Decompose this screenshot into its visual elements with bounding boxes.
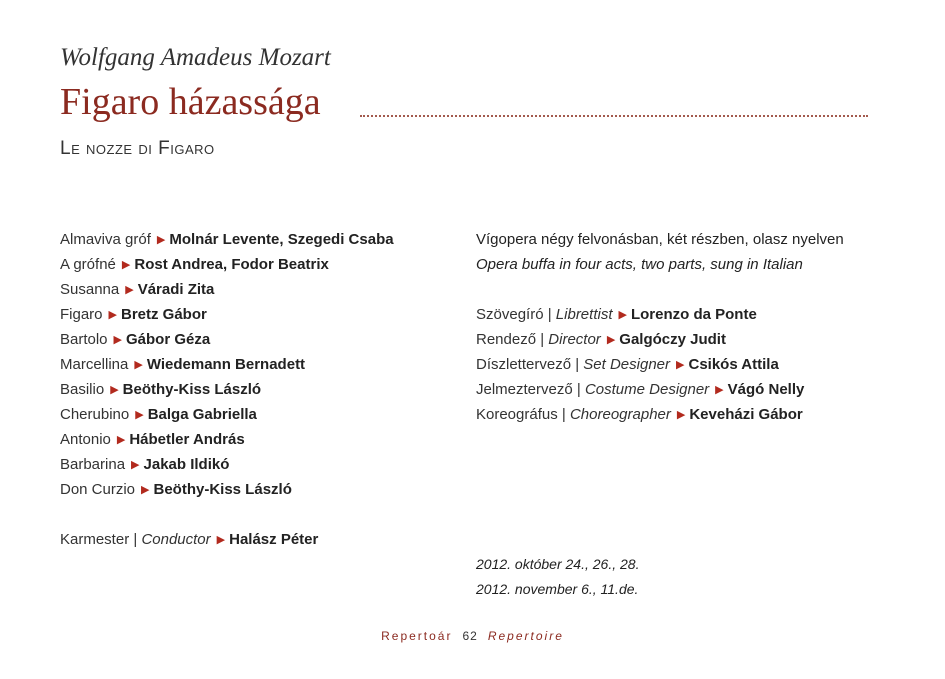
description-hu: Vígopera négy felvonásban, két részben, olasz nyelven bbox=[476, 231, 844, 248]
cast-role: Barbarina bbox=[60, 456, 126, 473]
crew-name: Keveházi Gábor bbox=[689, 406, 803, 423]
separator: | bbox=[561, 406, 566, 423]
crew-role-en: Director bbox=[548, 331, 601, 348]
arrow-icon: ▶ bbox=[134, 359, 143, 371]
crew-row bbox=[476, 327, 844, 352]
cast-role: Don Curzio bbox=[60, 481, 136, 498]
arrow-icon: ▶ bbox=[121, 259, 131, 271]
separator: | bbox=[133, 531, 138, 548]
cast-name: Váradi Zita bbox=[137, 281, 215, 298]
separator: | bbox=[575, 356, 580, 373]
composer-name: Wolfgang Amadeus Mozart bbox=[60, 44, 331, 71]
footer-left: Repertoár bbox=[381, 629, 453, 643]
arrow-icon: ▶ bbox=[618, 309, 627, 321]
arrow-icon: ▶ bbox=[216, 534, 226, 546]
crew-role-en: Set Designer bbox=[583, 356, 671, 373]
crew-role-hu: Koreográfus bbox=[476, 406, 558, 423]
arrow-icon: ▶ bbox=[131, 459, 140, 471]
cast-row bbox=[60, 302, 394, 327]
footer-right: Repertoire bbox=[487, 629, 564, 643]
arrow-icon: ▶ bbox=[135, 409, 144, 421]
arrow-icon: ▶ bbox=[110, 384, 119, 396]
cast-role: A grófné bbox=[60, 256, 116, 273]
cast-row bbox=[60, 277, 394, 302]
cast-row bbox=[60, 402, 394, 427]
separator: | bbox=[540, 331, 545, 348]
cast-column bbox=[60, 227, 394, 552]
cast-name: Bretz Gábor bbox=[121, 306, 207, 323]
cast-name: Wiedemann Bernadett bbox=[146, 356, 306, 373]
crew-name: Lorenzo da Ponte bbox=[630, 306, 757, 323]
subtitle: Le nozze di Figaro bbox=[60, 138, 215, 159]
crew-role-en: Costume Designer bbox=[584, 381, 710, 398]
crew-role-hu: Szövegíró bbox=[476, 306, 544, 323]
conductor-row bbox=[60, 527, 394, 552]
crew-role-en: Librettist bbox=[555, 306, 613, 323]
cast-role: Almaviva gróf bbox=[60, 231, 151, 248]
cast-row bbox=[60, 352, 394, 377]
cast-row bbox=[60, 427, 394, 452]
cast-role: Susanna bbox=[60, 281, 120, 298]
arrow-icon: ▶ bbox=[676, 409, 686, 421]
crew-name: Vágó Nelly bbox=[727, 381, 805, 398]
cast-role: Cherubino bbox=[60, 406, 130, 423]
separator: | bbox=[576, 381, 581, 398]
cast-row bbox=[60, 452, 394, 477]
cast-role: Figaro bbox=[60, 306, 103, 323]
cast-name: Rost Andrea, Fodor Beatrix bbox=[134, 256, 329, 273]
crew-row bbox=[476, 377, 844, 402]
crew-role-hu: Jelmeztervező bbox=[476, 381, 573, 398]
crew-row bbox=[476, 402, 844, 427]
description-en: Opera buffa in four acts, two parts, sung in Italian bbox=[476, 256, 803, 273]
performance-date: 2012. október 24., 26., 28. bbox=[476, 556, 640, 572]
cast-row bbox=[60, 477, 394, 502]
arrow-icon: ▶ bbox=[715, 384, 724, 396]
conductor-role-hu: Karmester bbox=[60, 531, 130, 548]
arrow-icon: ▶ bbox=[141, 484, 150, 496]
cast-row bbox=[60, 252, 394, 277]
cast-name: Jakab Ildikó bbox=[143, 456, 230, 473]
page-footer bbox=[0, 629, 945, 643]
cast-role: Bartolo bbox=[60, 331, 108, 348]
arrow-icon: ▶ bbox=[676, 359, 685, 371]
cast-role: Marcellina bbox=[60, 356, 129, 373]
crew-row bbox=[476, 352, 844, 377]
crew-row bbox=[476, 302, 844, 327]
crew-role-hu: Rendező bbox=[476, 331, 537, 348]
arrow-icon: ▶ bbox=[113, 334, 122, 346]
arrow-icon: ▶ bbox=[156, 234, 166, 246]
conductor-role-en: Conductor bbox=[141, 531, 211, 548]
info-column bbox=[476, 227, 844, 602]
cast-role: Basilio bbox=[60, 381, 105, 398]
title-dotted-rule bbox=[360, 115, 868, 117]
arrow-icon: ▶ bbox=[125, 284, 134, 296]
crew-role-en: Choreographer bbox=[569, 406, 671, 423]
cast-row bbox=[60, 227, 394, 252]
cast-name: Beöthy-Kiss László bbox=[153, 481, 292, 498]
separator: | bbox=[547, 306, 552, 323]
arrow-icon: ▶ bbox=[108, 309, 117, 321]
cast-row bbox=[60, 327, 394, 352]
crew-name: Csikós Attila bbox=[688, 356, 779, 373]
page-number: 62 bbox=[462, 629, 478, 643]
cast-row bbox=[60, 377, 394, 402]
cast-name: Beöthy-Kiss László bbox=[122, 381, 262, 398]
cast-name: Gábor Géza bbox=[126, 331, 211, 348]
conductor-name: Halász Péter bbox=[229, 531, 319, 548]
cast-name: Hábetler András bbox=[129, 431, 245, 448]
cast-name: Balga Gabriella bbox=[147, 406, 257, 423]
cast-role: Antonio bbox=[60, 431, 111, 448]
performance-date: 2012. november 6., 11.de. bbox=[476, 581, 639, 597]
arrow-icon: ▶ bbox=[606, 334, 616, 346]
cast-name: Molnár Levente, Szegedi Csaba bbox=[169, 231, 394, 248]
crew-role-hu: Díszlettervező bbox=[476, 356, 572, 373]
arrow-icon: ▶ bbox=[116, 434, 126, 446]
crew-name: Galgóczy Judit bbox=[619, 331, 726, 348]
page-title: Figaro házassága bbox=[60, 81, 321, 123]
